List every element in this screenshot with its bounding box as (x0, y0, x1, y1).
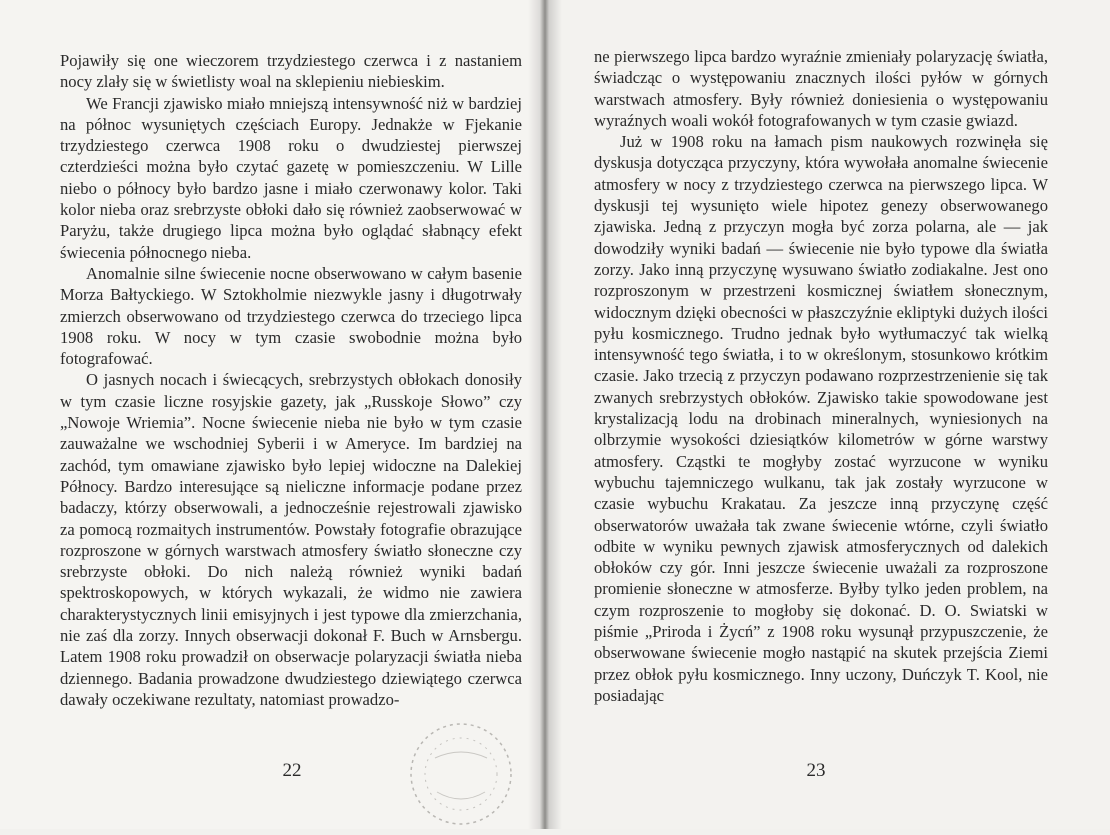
left-page-text (60, 50, 522, 710)
right-paragraph-1: ne pierwszego lipca bardzo wyraźnie zmieniały polaryzację światła, świadcząc o występowaniu znacznych ilości pyłów w górnych warstwach atmosfery. Były również doniesienia o występowaniu wyraźnych woali wokół fotografowanych w tym czasie gwiazd. (594, 47, 1048, 130)
page-number-left: 22 (282, 760, 302, 781)
right-paragraph-2: Już w 1908 roku na łamach pism naukowych rozwinęła się dyskusja dotycząca przyczyny, która wywołała anomalne świecenie atmosfery w nocy z trzydziestego czerwca na pierwszego lipca. W dyskusji tej wysunięto wiele hipotez genezy obserwowanego zjawiska. Jedną z przyczyn mogła być zorza polarna, ale — jak dowodziły wyniki badań — świecenie nie było typowe dla światła zorzy. Jako inną przyczynę wysuwano światło zodiakalne. Jest ono rozproszonym w przestrzeni kosmicznej światłem słonecznym, widocznym dzięki obecności w płaszczyźnie ekliptyki dużych ilości pyłu kosmicznego. Trudno jednak było wytłumaczyć tak wielką intensywność tego światła, i to w określonym, stosunkowo krótkim czasie. Jako trzecią z przyczyn podawano rozprzestrzenienie się tak zwanych srebrzystych obłoków. Zjawisko takie spowodowane jest krystalizacją lodu na drobinach mineralnych, wyniesionych na olbrzymie wysokości dziesiątków kilometrów w górne warstwy atmosfery. Cząstki te mogłyby zostać wyrzucone w wyniku wybuchu tajemniczego wulkanu, tak jak zostały wyrzucone w czasie wybuchu Krakatau. Za jeszcze inną przyczynę część obserwatorów uważała tak zwane świecenie wtórne, czyli światło odbite w wyniku pewnych zjawisk atmosferycznych od dalekich obłoków czy gór. Inni jeszcze świecenie uważali za rozproszone promienie słoneczne w atmosferze. Byłby tylko jeden problem, na czym rozproszenie to mogłoby się dokonać. D. O. Swiatski w piśmie „Priroda i Życń” z 1908 roku wysunął przypuszczenie, że obserwowane świecenie mogło nastąpić na skutek przejścia Ziemi przez obłok pyłu kosmicznego. Inny uczony, Duńczyk T. Kool, nie posiadając (594, 132, 1048, 705)
left-paragraph-2: We Francji zjawisko miało mniejszą intensywność niż w bardziej na północ wysuniętych częściach Europy. Jednakże w Fjekanie trzydziestego czerwca 1908 roku o dwudziestej pierwszej czterdzieści można było czytać gazetę w pomieszczeniu. W Lille niebo o północy było bardzo jasne i miało czerwonawy kolor. Taki kolor nieba oraz srebrzyste obłoki dało się również zaobserwować w Paryżu, także drugiego lipca można było oglądać słabnący efekt świecenia północnego nieba. (60, 93, 522, 262)
left-paragraph-3: Anomalnie silne świecenie nocne obserwowano w całym basenie Morza Bałtyckiego. W Sztokholmie niezwykle jasny i długotrwały zmierzch obserwowano od trzydziestego czerwca do trzeciego lipca 1908 roku. W nocy w tym czasie swobodnie można było fotografować. (60, 263, 522, 369)
page-number-right: 23 (806, 760, 826, 781)
book-gutter (528, 0, 562, 829)
left-paragraph-1: Pojawiły się one wieczorem trzydziestego czerwca i z nastaniem nocy zlały się w świetlisty woal na sklepieniu niebieskim. (60, 51, 522, 92)
right-page-text (594, 46, 1048, 706)
library-stamp-icon (405, 718, 517, 830)
left-paragraph-4: O jasnych nocach i świecących, srebrzystych obłokach donosiły w tym czasie liczne rosyjskie gazety, jak „Russkoje Słowo” czy „Nowoje Wriemia”. Nocne świecenie nieba nie było w tym czasie zauważalne we wschodniej Syberii i w Ameryce. Im bardziej na zachód, tym omawiane zjawisko było lepiej widoczne na Dalekiej Północy. Bardzo interesujące są nieliczne informacje podane przez badaczy, którzy obserwowali, a jednocześnie rejestrowali zjawisko za pomocą rozmaitych instrumentów. Powstały fotografie obrazujące rozproszone w górnych warstwach atmosfery światło słoneczne czy srebrzyste obłoki. Do nich należą również wyniki badań spektroskopowych, w których wykazali, że widmo nie zawiera charakterystycznych linii emisyjnych i jest typowe dla zmierzchania, nie zaś dla zorzy. Innych obserwacji dokonał F. Buch w Arnsbergu. Latem 1908 roku prowadził on obserwacje polaryzacji światła nieba dziennego. Badania prowadzone dwudziestego dziewiątego czerwca dawały oczekiwane rezultaty, natomiast prowadzo- (60, 370, 522, 709)
